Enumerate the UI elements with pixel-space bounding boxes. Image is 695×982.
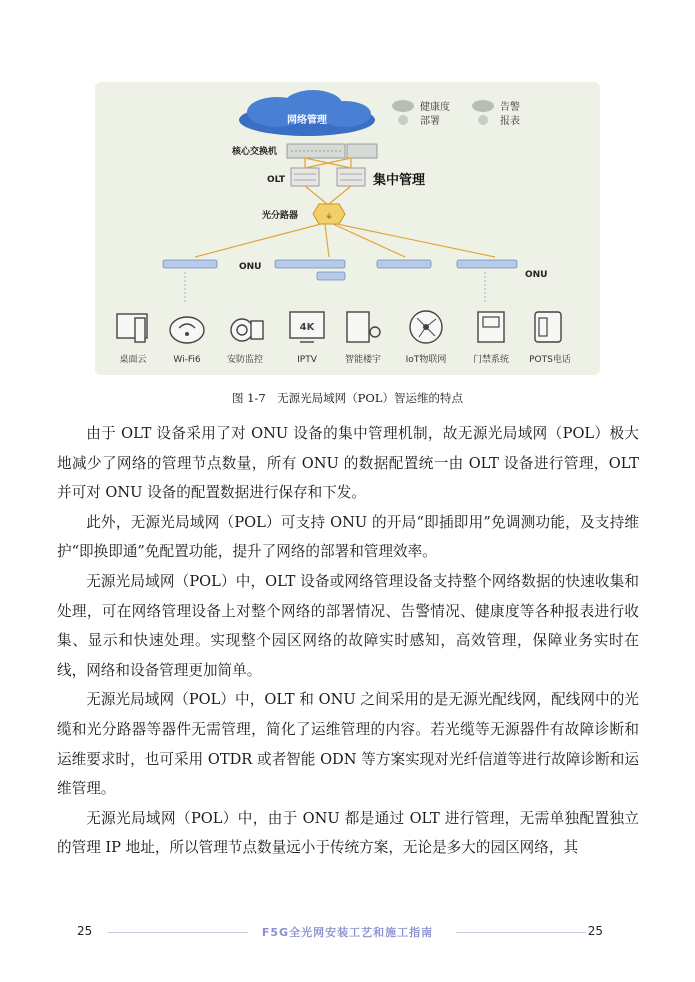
device-label-iptv: IPTV — [297, 355, 317, 365]
health-label-1: 健康度 — [420, 102, 450, 113]
network-diagram-figure — [95, 82, 600, 375]
cloud-label: 网络管理 — [287, 115, 327, 126]
access-control-icon — [478, 312, 504, 342]
core-switch-label: 核心交换机 — [232, 147, 278, 157]
onu-icon-3 — [377, 260, 431, 268]
alarm-label-2: 报表 — [500, 116, 520, 127]
alarm-label-1: 告警 — [500, 102, 520, 113]
alarm-cloud-icon — [472, 100, 494, 125]
device-label-desktop: 桌面云 — [119, 355, 147, 365]
paragraph: 无源光局域网（POL）中，OLT 设备或网络管理设备支持整个网络数据的快速收集和处理，可在网络管理设备上对整个网络的部署情况、告警情况、健康度等各种报表进行收集、显示和快速处理。实现整个园区网络的故障实时感知，高效管理，保障业务实时在线，网络和设备管理更加简单。 — [57, 572, 639, 679]
device-label-wifi6: Wi-Fi6 — [173, 355, 201, 365]
onu-label-left: ONU — [239, 262, 262, 272]
health-cloud-icon — [392, 100, 414, 125]
security-camera-icon — [231, 319, 263, 341]
onu-label-right: ONU — [525, 270, 548, 280]
core-switch-icon — [287, 144, 377, 158]
device-label-camera: 安防监控 — [226, 355, 264, 365]
pots-phone-icon — [535, 312, 561, 342]
wifi6-icon — [170, 317, 204, 343]
onu-icon-1 — [163, 260, 217, 268]
onu-icon-2 — [275, 260, 345, 280]
device-label-building: 智能楼宇 — [344, 355, 382, 365]
diagram-svg — [95, 82, 600, 375]
splitter-icon — [313, 204, 345, 224]
paragraph: 此外，无源光局域网（POL）可支持 ONU 的开局“即插即用”免调测功能，及支持维护“即换即通”免配置功能，提升了网络的部署和管理效率。 — [57, 513, 639, 561]
page-footer — [0, 922, 695, 942]
desktop-cloud-icon — [117, 314, 147, 342]
splitter-label: 光分路器 — [262, 211, 299, 221]
device-label-access: 门禁系统 — [472, 355, 510, 365]
paragraph: 由于 OLT 设备采用了对 ONU 设备的集中管理机制，故无源光局域网（POL）极大地减少了网络的管理节点数量，所有 ONU 的数据配置统一由 OLT 设备进行管理，OLT 并可对 ONU 设备的配置数据进行保存和下发。 — [57, 425, 639, 502]
smart-building-icon — [347, 312, 380, 342]
figure-caption: 图 1-7 无源光局域网（POL）智运维的特点 — [232, 391, 463, 405]
paragraph: 无源光局域网（POL）中，由于 ONU 都是通过 OLT 进行管理，无需单独配置独立的管理 IP 地址，所以管理节点数量远小于传统方案，无论是多大的园区网络，其 — [57, 809, 639, 857]
svg-text:⚶: ⚶ — [325, 211, 333, 220]
page-number-left: 25 — [77, 924, 93, 938]
page-number-right: 25 — [587, 924, 603, 938]
onu-icon-4 — [457, 260, 517, 268]
olt-label: OLT — [267, 175, 286, 185]
device-label-pots: POTS电话 — [529, 355, 571, 365]
olt-icon-left — [291, 168, 319, 186]
olt-icon-right — [337, 168, 365, 186]
distribution-links — [195, 224, 495, 257]
central-mgmt-label: 集中管理 — [373, 173, 426, 188]
health-label-2: 部署 — [420, 116, 440, 127]
iot-icon — [410, 311, 442, 343]
footer-divider-right — [456, 932, 586, 933]
footer-book-title: F5G全光网安装工艺和施工指南 — [261, 926, 434, 939]
body-text — [57, 419, 639, 863]
cloud-icon — [239, 90, 375, 136]
device-label-iot: IoT物联网 — [405, 355, 447, 365]
paragraph: 无源光局域网（POL）中，OLT 和 ONU 之间采用的是无源光配线网，配线网中的光缆和光分路器等器件无需管理，简化了运维管理的内容。若光缆等无源器件有故障诊断和运维要求时，也可采用 OTDR 或者智能 ODN 等方案实现对光纤信道等进行故障诊断和运维管理。 — [57, 691, 639, 798]
tv-screen-text: 4K — [299, 322, 315, 333]
